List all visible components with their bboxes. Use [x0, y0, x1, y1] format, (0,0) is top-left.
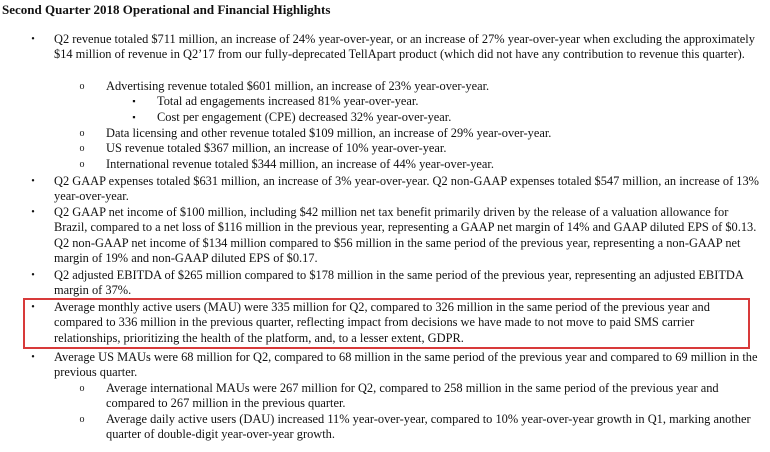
sub-list-item-text: Data licensing and other revenue totaled $109 million, an increase of 29% year-over-year.	[106, 126, 552, 140]
sub-sub-list-item-text: Total ad engagements increased 81% year-over-year.	[157, 94, 419, 108]
bullet-icon: •	[31, 207, 35, 218]
square-bullet-icon: ▪	[132, 112, 136, 122]
sub-list-item-text: Average international MAUs were 267 million for Q2, compared to 258 million in the same period of the previous year and compared to 267 million in the previous quarter.	[106, 381, 719, 411]
circle-bullet-icon: o	[79, 414, 85, 425]
list-item-text: Q2 GAAP net income of $100 million, including $42 million net tax benefit primarily driven by the release of a valuation allowance for Brazil, compared to a net loss of $116 million in the previous year, representing a GAAP net margin of 14% and GAAP diluted EPS of $0.13. Q2 non-GAAP net income of $134 million compared to $56 million in the same period of the previous year, representing a non-GAAP net margin of 19% and non-GAAP diluted EPS of $0.17.	[54, 205, 757, 265]
circle-bullet-icon: o	[79, 128, 85, 139]
bullet-icon: •	[31, 270, 35, 281]
circle-bullet-icon: o	[79, 143, 85, 154]
circle-bullet-icon: o	[79, 383, 85, 394]
circle-bullet-icon: o	[79, 159, 85, 170]
bullet-icon: •	[31, 352, 35, 363]
page-title: Second Quarter 2018 Operational and Financial Highlights	[2, 2, 331, 17]
sub-list-item-text: Average daily active users (DAU) increased 11% year-over-year, compared to 10% year-over-year growth in Q1, marking another quarter of double-digit year-over-year growth.	[106, 412, 751, 442]
bullet-icon: •	[31, 302, 35, 313]
bullet-icon: •	[31, 176, 35, 187]
bullet-icon: •	[31, 34, 35, 45]
list-item-text: Q2 GAAP expenses totaled $631 million, an increase of 3% year-over-year. Q2 non-GAAP expenses totaled $547 million, an increase of 13% year-over-year.	[54, 174, 760, 204]
list-item-text: Average US MAUs were 68 million for Q2, compared to 68 million in the same period of the previous year and compared to 69 million in the previous quarter.	[54, 350, 758, 380]
list-item-text: Q2 adjusted EBITDA of $265 million compared to $178 million in the same period of the previous year, representing an adjusted EBITDA margin of 37%.	[54, 268, 744, 298]
sub-sub-list-item-text: Cost per engagement (CPE) decreased 32% year-over-year.	[157, 110, 452, 124]
sub-list-item-text: International revenue totaled $344 million, an increase of 44% year-over-year.	[106, 157, 494, 171]
circle-bullet-icon: o	[79, 81, 85, 92]
list-item-text: Average monthly active users (MAU) were 335 million for Q2, compared to 326 million in the same period of the previous year and compared to 336 million in the previous quarter, reflecting impact from decisions we have made to not move to paid SMS carrier relationships, prioritizing the health of the platform, and, to a lesser extent, GDPR.	[54, 300, 710, 345]
square-bullet-icon: ▪	[132, 96, 136, 106]
sub-list-item-text: Advertising revenue totaled $601 million, an increase of 23% year-over-year.	[106, 79, 490, 93]
list-item-text: Q2 revenue totaled $711 million, an increase of 24% year-over-year, or an increase of 27% year-over-year when excluding the approximately $14 million of revenue in Q2’17 from our fully-deprecated TellApart product (which did not have any contribution to revenue this quarter).	[54, 32, 755, 62]
sub-list-item-text: US revenue totaled $367 million, an increase of 10% year-over-year.	[106, 141, 447, 155]
